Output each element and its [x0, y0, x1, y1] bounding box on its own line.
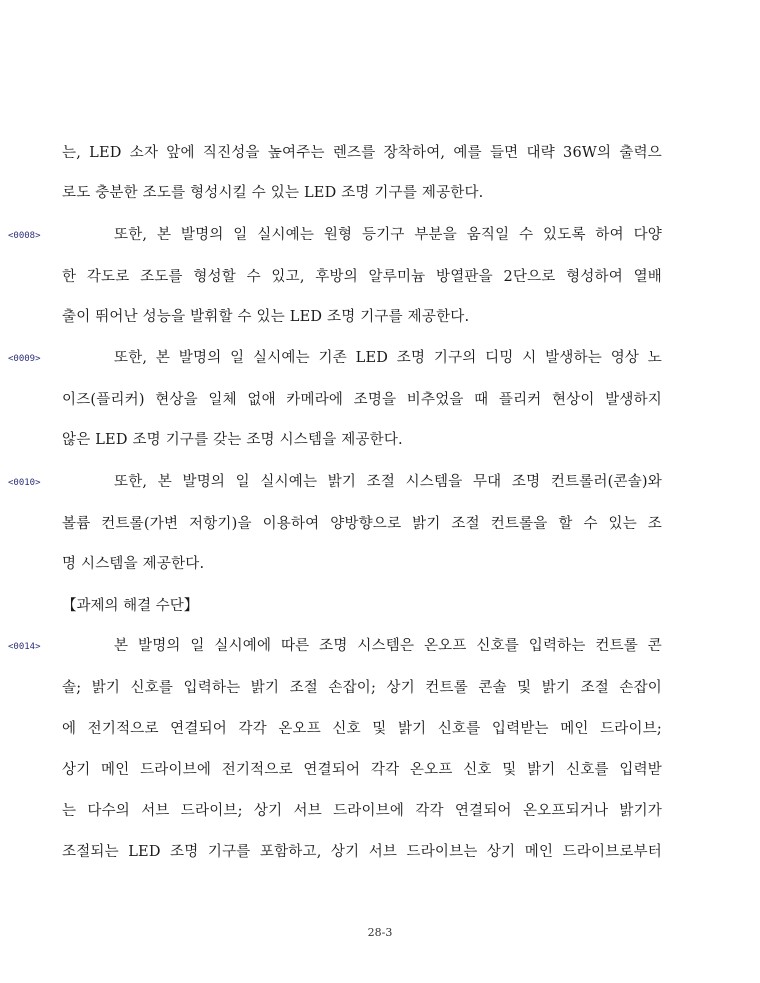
paragraph-number: <0014> — [8, 642, 41, 652]
page-number: 28-3 — [367, 926, 393, 939]
paragraph-number: <0010> — [8, 478, 41, 488]
body-line: 에 전기적으로 연결되어 각각 온오프 신호 및 밝기 신호를 입력받는 메인 드라이브; — [62, 721, 662, 737]
body-line: 출이 뛰어난 성능을 발휘할 수 있는 LED 조명 기구를 제공한다. — [62, 309, 470, 325]
body-line: 명 시스템을 제공한다. — [62, 556, 205, 572]
section-heading: 【과제의 해결 수단】 — [62, 598, 199, 614]
body-line: 조절되는 LED 조명 기구를 포함하고, 상기 서브 드라이브는 상기 메인 드라이브로부터 — [62, 844, 662, 860]
body-line: 또한, 본 발명의 일 실시예는 밝기 조절 시스템을 무대 조명 컨트롤러(콘솔)와 — [114, 474, 662, 490]
body-line: 않은 LED 조명 기구를 갖는 조명 시스템을 제공한다. — [62, 432, 403, 448]
body-line: 이즈(플리커) 현상을 일체 없애 카메라에 조명을 비추었을 때 플리커 현상이 발생하지 — [62, 392, 662, 408]
body-line: 는 다수의 서브 드라이브; 상기 서브 드라이브에 각각 연결되어 온오프되거나 밝기가 — [62, 803, 662, 819]
body-line: 본 발명의 일 실시예에 따른 조명 시스템은 온오프 신호를 입력하는 컨트롤 콘 — [114, 638, 662, 654]
body-line: 로도 충분한 조도를 형성시킬 수 있는 LED 조명 기구를 제공한다. — [62, 185, 484, 201]
body-line: 는, LED 소자 앞에 직진성을 높여주는 렌즈를 장착하여, 예를 들면 대략 36W의 출력으 — [62, 145, 662, 161]
paragraph-number: <0009> — [8, 354, 41, 364]
body-line: 솔; 밝기 신호를 입력하는 밝기 조절 손잡이; 상기 컨트롤 콘솔 및 밝기 조절 손잡이 — [62, 680, 662, 696]
body-line: 또한, 본 발명의 일 실시예는 원형 등기구 부분을 움직일 수 있도록 하여 다양 — [114, 227, 662, 243]
body-line: 한 각도로 조도를 형성할 수 있고, 후방의 알루미늄 방열판을 2단으로 형성하여 열배 — [62, 269, 662, 285]
body-line: 상기 메인 드라이브에 전기적으로 연결되어 각각 온오프 신호 및 밝기 신호를 입력받 — [62, 762, 662, 778]
body-line: 또한, 본 발명의 일 실시예는 기존 LED 조명 기구의 디밍 시 발생하는 영상 노 — [114, 350, 662, 366]
paragraph-number: <0008> — [8, 231, 41, 241]
body-line: 볼륨 컨트롤(가변 저항기)을 이용하여 양방향으로 밝기 조절 컨트롤을 할 수 있는 조 — [62, 516, 662, 532]
